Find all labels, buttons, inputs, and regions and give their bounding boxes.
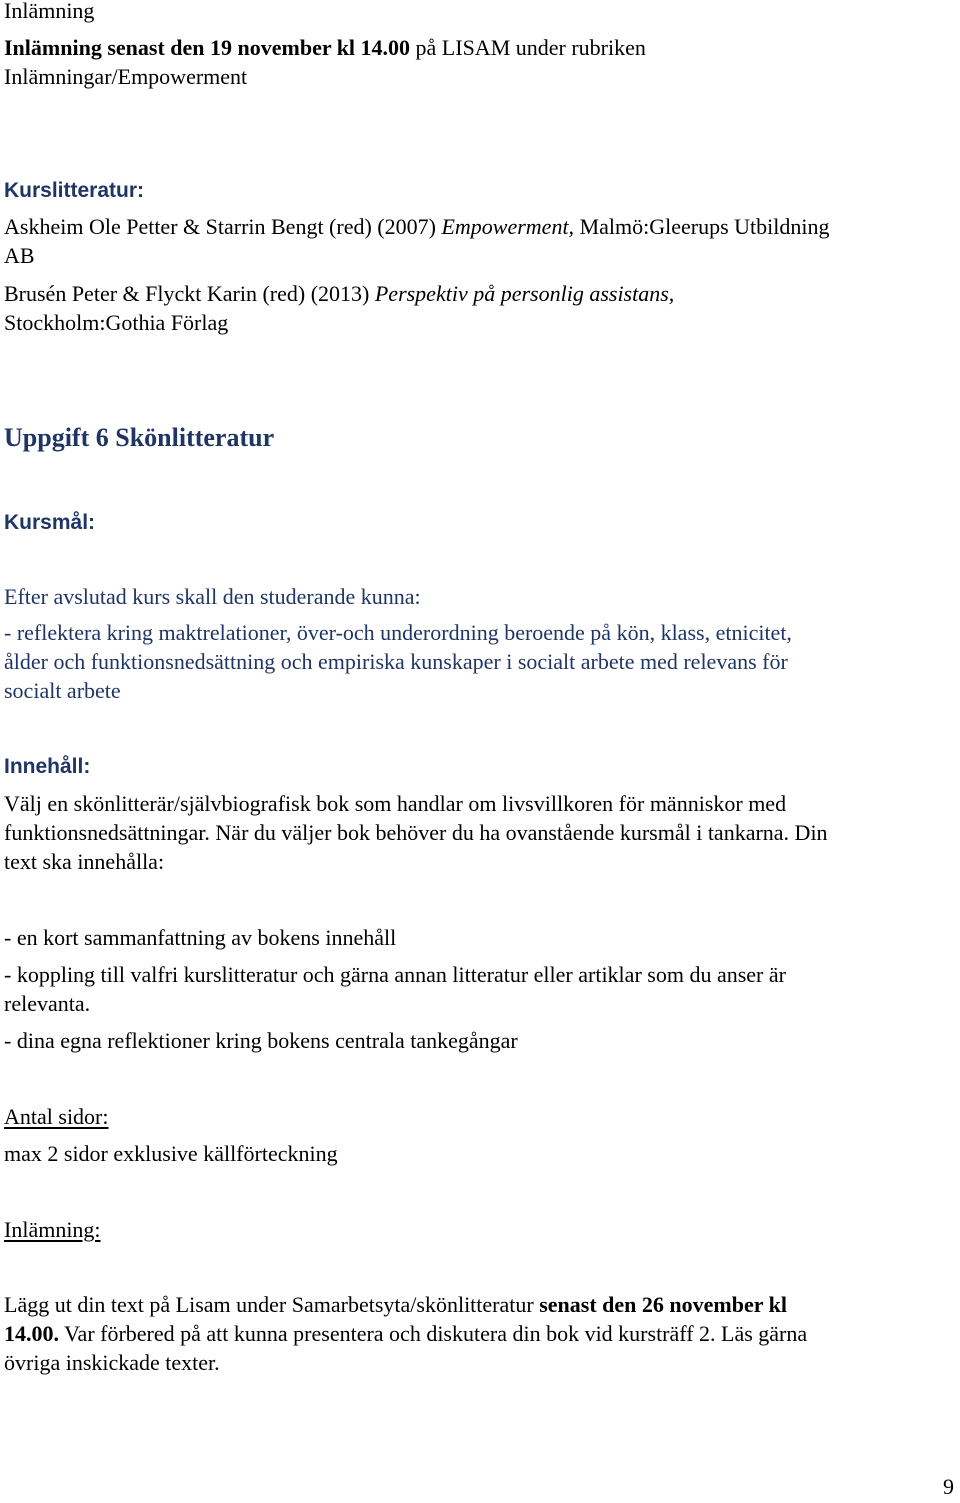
submission-deadline-rest: på LISAM under rubriken: [410, 35, 646, 60]
course-goal-line-3: socialt arbete: [4, 678, 121, 703]
submission-heading-bottom: Inlämning:: [4, 1217, 101, 1242]
page-number: 9: [943, 1474, 954, 1499]
submission-bottom-line-1: [4, 1290, 787, 1319]
submission-bottom-deadline: senast den 26 november kl: [539, 1292, 787, 1317]
literature-ref-2-cont: Stockholm:Gothia Förlag: [4, 310, 229, 335]
literature-ref-1: [4, 212, 829, 241]
content-bullet-2: - koppling till valfri kurslitteratur och gärna annan litteratur eller artiklar som du anser är: [4, 962, 786, 987]
course-goal-line-1: - reflektera kring maktrelationer, över-och underordning beroende på kön, klass, etnicitet,: [4, 620, 792, 645]
content-line-1: Välj en skönlitterär/självbiografisk bok som handlar om livsvillkoren för människor med: [4, 791, 787, 816]
content-heading: Innehåll:: [4, 755, 91, 778]
content-bullet-1: - en kort sammanfattning av bokens innehåll: [4, 925, 397, 950]
literature-ref-1-cont: AB: [4, 243, 35, 268]
submission-heading-top: Inlämning: [4, 0, 95, 23]
course-goal-line-2: ålder och funktionsnedsättning och empiriska kunskaper i socialt arbete med relevans för: [4, 649, 788, 674]
ref2-authors: Brusén Peter & Flyckt Karin (red) (2013): [4, 281, 375, 306]
content-bullet-2-cont: relevanta.: [4, 991, 91, 1016]
ref1-publisher: Malmö:Gleerups Utbildning: [574, 214, 830, 239]
course-literature-heading: Kurslitteratur:: [4, 179, 145, 202]
submission-bottom-text: Lägg ut din text på Lisam under Samarbetsyta/skönlitteratur: [4, 1292, 540, 1317]
ref2-title: Perspektiv på personlig assistans,: [374, 281, 675, 306]
ref1-title: Empowerment,: [441, 214, 575, 239]
course-goals-heading: Kursmål:: [4, 511, 96, 534]
submission-category: Inlämningar/Empowerment: [4, 64, 248, 89]
course-goals-intro: Efter avslutad kurs skall den studerande kunna:: [4, 584, 421, 609]
content-line-2: funktionsnedsättningar. När du väljer bok behöver du ha ovanstående kursmål i tankarna. Din: [4, 820, 828, 845]
submission-deadline-bold: Inlämning senast den 19 november kl 14.00: [4, 35, 411, 60]
page-count-text: max 2 sidor exklusive källförteckning: [4, 1141, 338, 1166]
literature-ref-2: [4, 279, 674, 308]
submission-bottom-time: 14.00.: [4, 1321, 59, 1346]
page-count-heading: Antal sidor:: [4, 1104, 109, 1129]
content-line-3: text ska innehålla:: [4, 849, 165, 874]
submission-bottom-line-3: övriga inskickade texter.: [4, 1350, 220, 1375]
submission-bottom-instructions: Var förbered på att kunna presentera och diskutera din bok vid kursträff 2. Läs gärna: [59, 1321, 808, 1346]
assignment-title: Uppgift 6 Skönlitteratur: [4, 423, 275, 452]
submission-deadline-line: [4, 33, 646, 62]
content-bullet-3: - dina egna reflektioner kring bokens centrala tankegångar: [4, 1028, 518, 1053]
submission-bottom-line-2: [4, 1319, 807, 1348]
ref1-authors: Askheim Ole Petter & Starrin Bengt (red) (2007): [4, 214, 442, 239]
